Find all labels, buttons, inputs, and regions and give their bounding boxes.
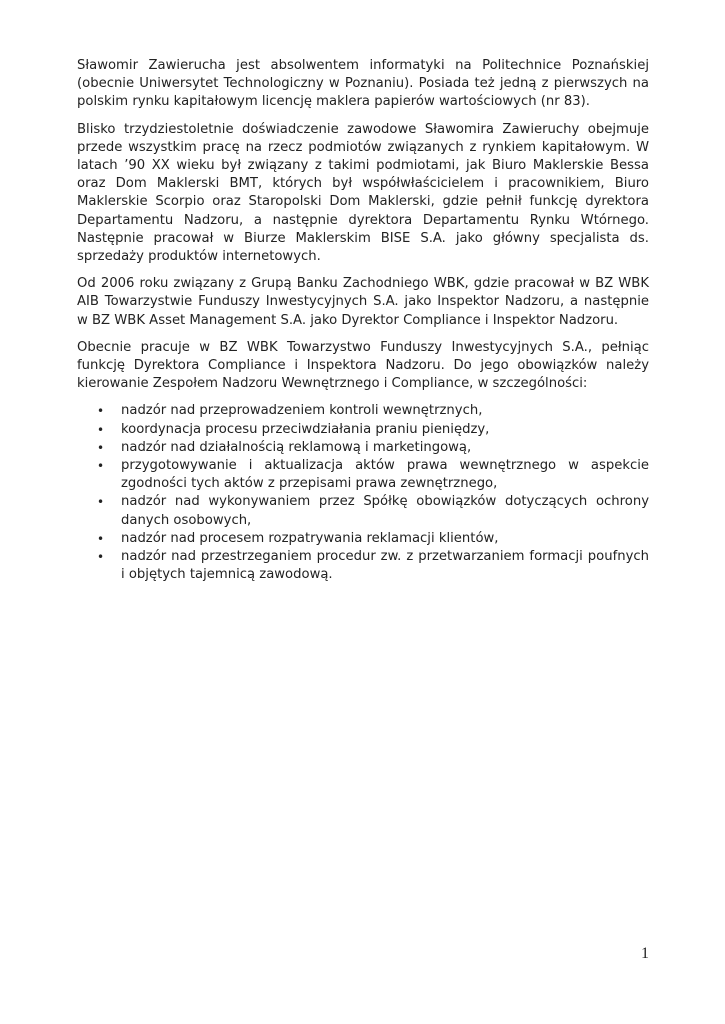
page-number: 1 [641,945,649,962]
list-item [77,493,649,529]
list-item [77,402,649,420]
bullet-icon: • [97,550,105,565]
bullet-icon: • [97,459,105,474]
list-item-text: nadzór nad procesem rozpatrywania reklamacji klientów, [121,530,499,546]
bullet-icon: • [97,422,105,437]
list-item-text: nadzór nad wykonywaniem przez Spółkę obowiązków dotyczących ochrony danych osobowych, [121,494,649,528]
bullet-icon: • [97,404,105,419]
list-item [77,530,649,548]
paragraph-current-role: Obecnie pracuje w BZ WBK Towarzystwo Funduszy Inwestycyjnych S.A., pełniąc funkcję Dyrektora Compliance i Inspektora Nadzoru. Do jego obowiązków należy kierowanie Zespołem Nadzoru Wewnętrznego i Compliance, w szczególności: [77,339,649,392]
list-item [77,421,649,439]
paragraph-bzwbk-history: Od 2006 roku związany z Grupą Banku Zachodniego WBK, gdzie pracował w BZ WBK AIB Towarzystwie Funduszy Inwestycyjnych S.A. jako Inspektor Nadzoru, a następnie w BZ WBK Asset Management S.A. jako Dyrektor Compliance i Inspektor Nadzoru. [77,276,649,328]
bullet-icon: • [97,495,105,510]
bullet-icon: • [97,440,105,455]
list-item-text: nadzór nad przeprowadzeniem kontroli wewnętrznych, [121,403,483,419]
list-item [77,548,649,584]
paragraph-experience: Blisko trzydziestoletnie doświadczenie zawodowe Sławomira Zawieruchy obejmuje przede wszystkim pracę na rzecz podmiotów związanych z rynkiem kapitałowym. W latach ’90 XX wieku był związany z takimi podmiotami, jak Biuro Maklerskie Bessa oraz Dom Maklerski BMT, których był współwłaścicielem i pracownikiem, Biuro Maklerskie Scorpio oraz Staropolski Dom Maklerski, gdzie pełnił funkcję dyrektora Departamentu Nadzoru, a następnie dyrektora Departamentu Rynku Wtórnego. Następnie pracował w Biurze Maklerskim BISE S.A. jako główny specjalista ds. sprzedaży produktów internetowych. [77,121,649,265]
list-item [77,457,649,493]
list-item-text: nadzór nad działalnością reklamową i marketingową, [121,439,472,455]
document-body [77,57,649,584]
paragraph-education: Sławomir Zawierucha jest absolwentem informatyki na Politechnice Poznańskiej (obecnie Uniwersytet Technologiczny w Poznaniu). Posiada też jedną z pierwszych na polskim rynku kapitałowym licencję maklera papierów wartościowych (nr 83). [77,58,649,110]
duties-list [77,402,649,584]
bullet-icon: • [97,531,105,546]
list-item [77,439,649,457]
list-item-text: koordynacja procesu przeciwdziałania praniu pieniędzy, [121,421,490,437]
list-item-text: nadzór nad przestrzeganiem procedur zw. z przetwarzaniem formacji poufnych i objętych tajemnicą zawodową. [121,549,649,583]
list-item-text: przygotowywanie i aktualizacja aktów prawa wewnętrznego w aspekcie zgodności tych aktów z przepisami prawa zewnętrznego, [121,458,649,492]
